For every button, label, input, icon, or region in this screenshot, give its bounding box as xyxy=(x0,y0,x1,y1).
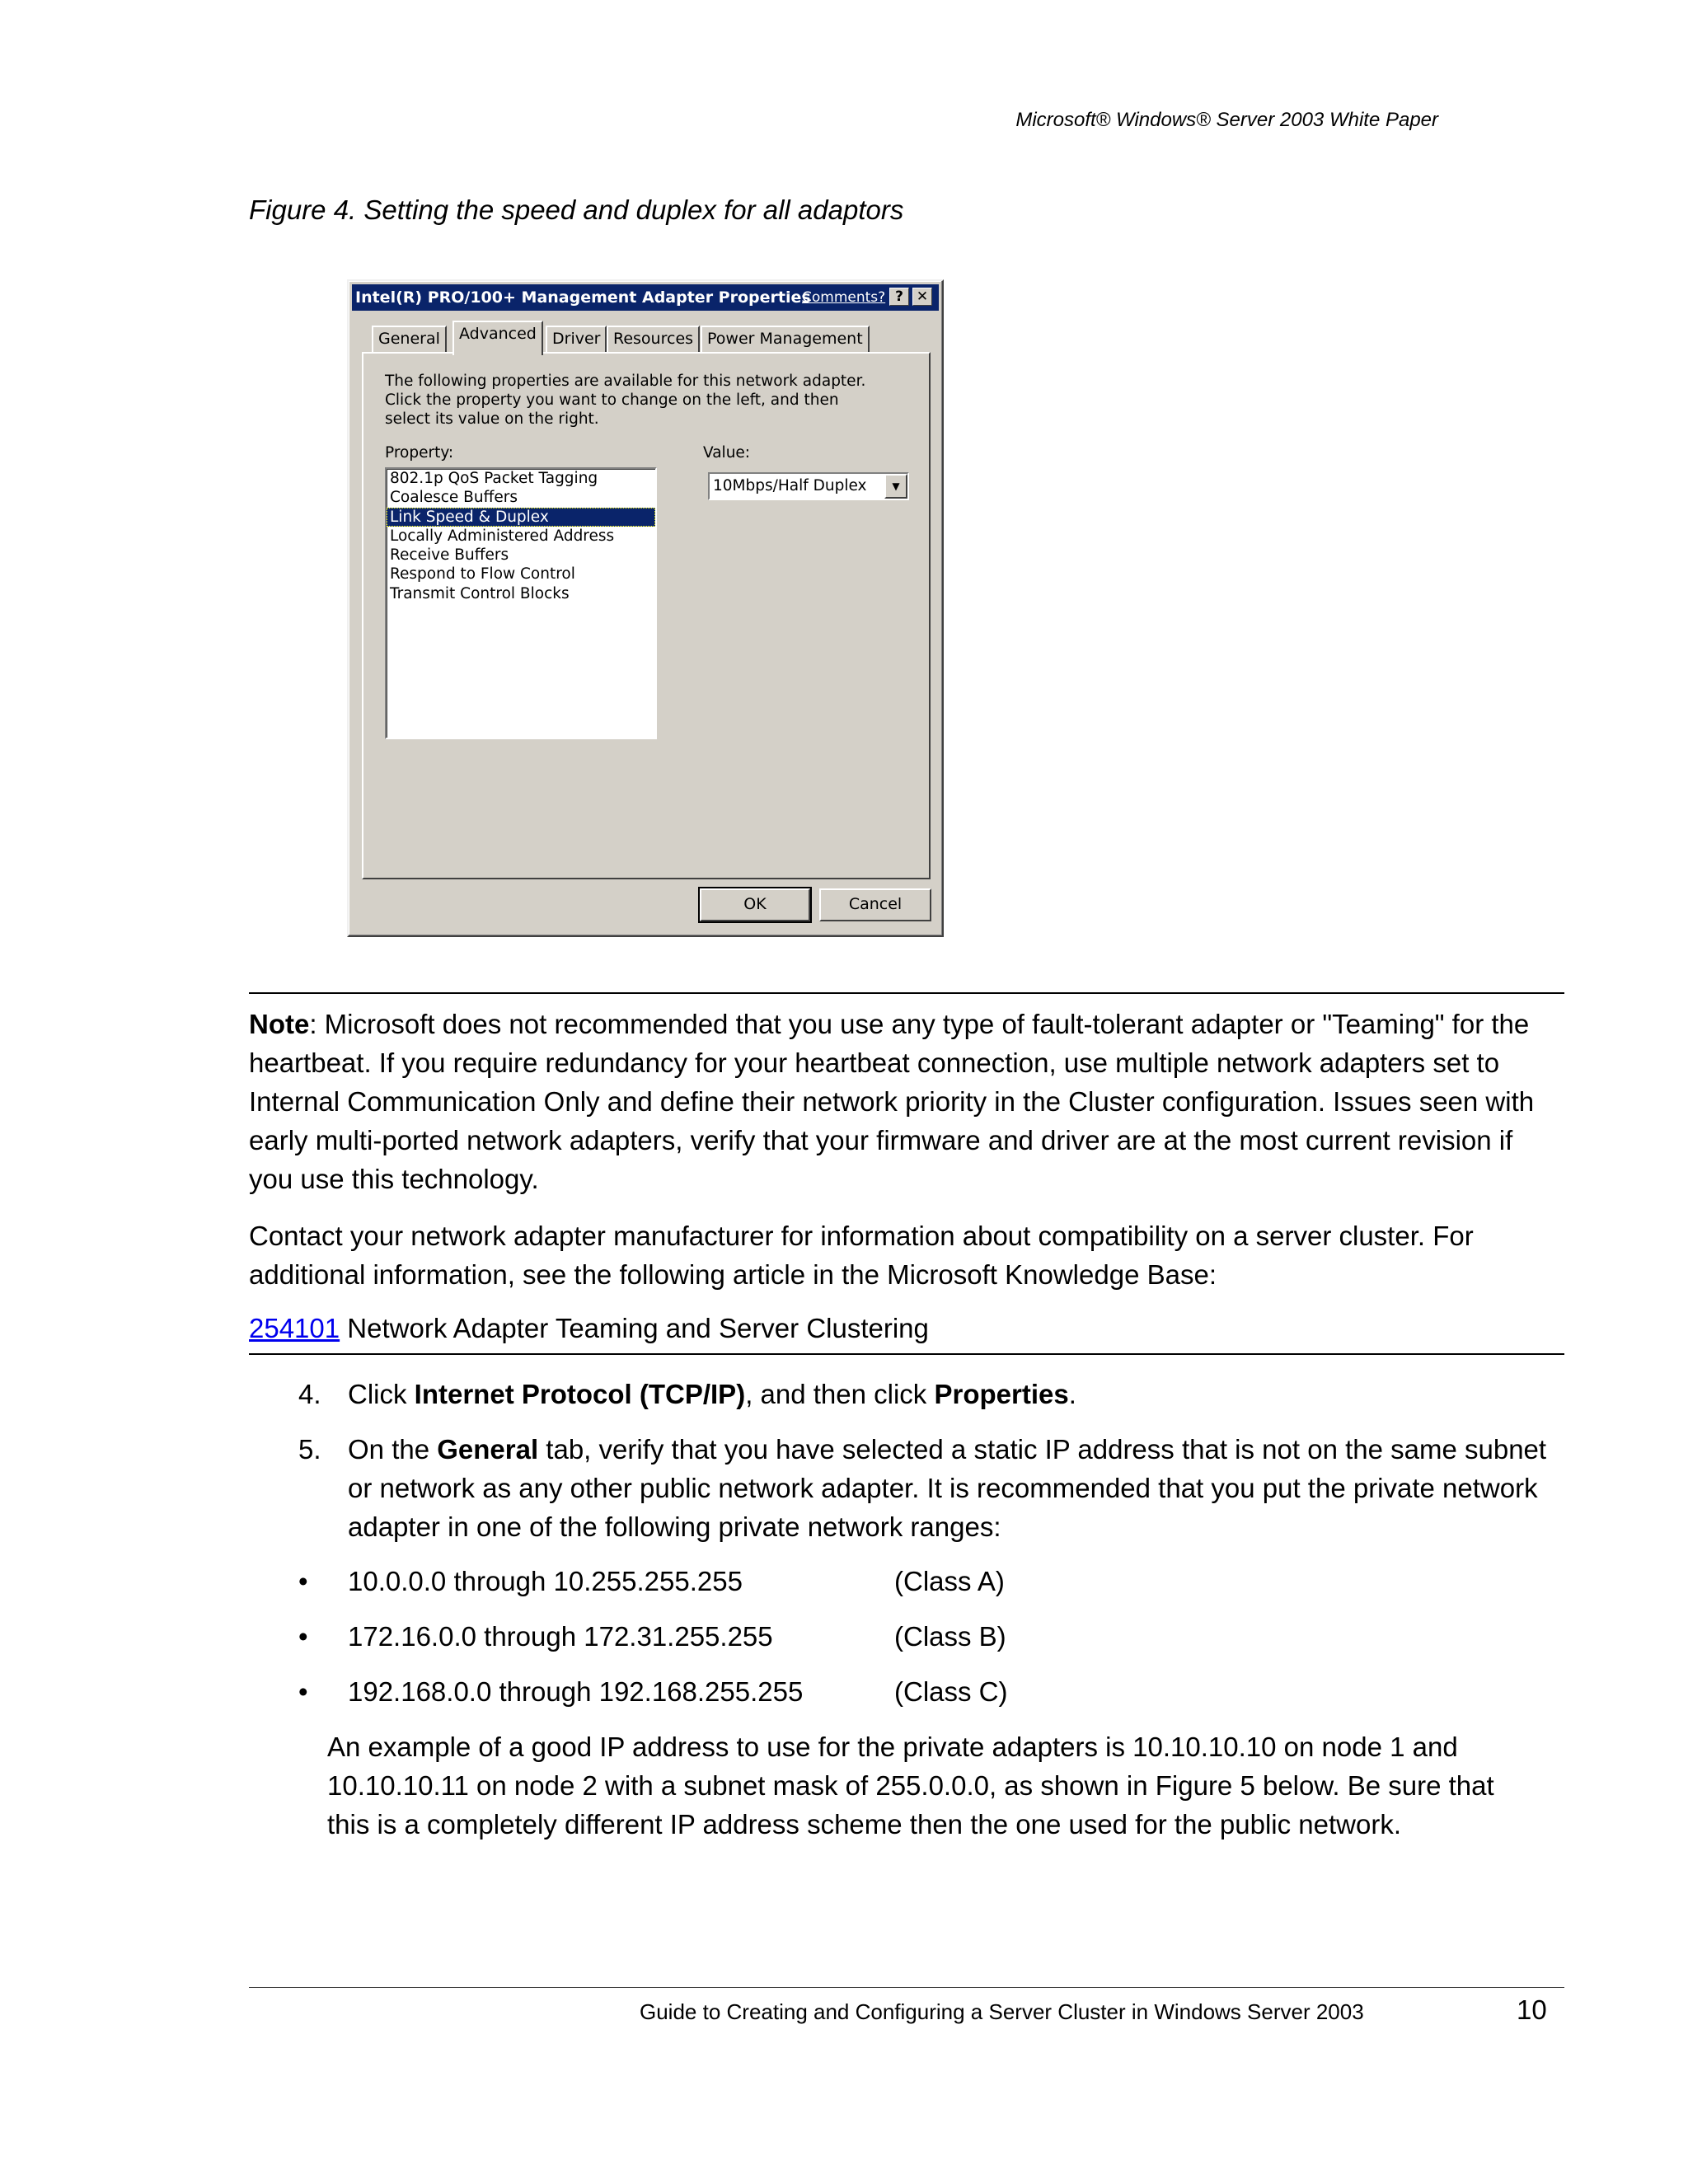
note-label: Note xyxy=(249,1009,310,1039)
list-item[interactable]: Respond to Flow Control xyxy=(390,565,575,583)
bullet-icon: • xyxy=(298,1566,308,1596)
list-item[interactable]: Locally Administered Address xyxy=(390,527,615,545)
kb-article-link[interactable]: 254101 xyxy=(249,1313,340,1343)
tab-driver[interactable]: Driver xyxy=(546,326,607,352)
chevron-down-icon[interactable]: ▼ xyxy=(884,474,907,499)
ip-range: 192.168.0.0 through 192.168.255.255 xyxy=(348,1676,804,1707)
property-listbox[interactable] xyxy=(385,467,657,739)
adapter-properties-dialog xyxy=(347,279,944,937)
example-paragraph: An example of a good IP address to use for the private adapters is 10.10.10.10 on node 1 and 10.10.10.11 on node 2 with a subnet mask of 255.0.0.0, as shown in Figure 5 below. Be sure that this is a completely different IP address scheme then the one used for the public network. xyxy=(327,1732,1494,1840)
kb-article-title: Network Adapter Teaming and Server Clustering xyxy=(340,1313,929,1343)
note-paragraph xyxy=(249,1005,1559,1198)
ip-class: (Class B) xyxy=(894,1621,1006,1652)
step-number: 4. xyxy=(298,1379,321,1409)
ip-class: (Class A) xyxy=(894,1566,1005,1596)
step-text: Click Internet Protocol (TCP/IP), and then click Properties. xyxy=(348,1379,1076,1409)
list-item[interactable]: Coalesce Buffers xyxy=(390,489,518,507)
note-text: : Microsoft does not recommended that you use any type of fault-tolerant adapter or "Teaming" for the heartbeat. If you require redundancy for your heartbeat connection, use multiple network adapters set to Internal Communication Only and define their network priority in the Cluster configuration. Issues seen with early multi-ported network adapters, verify that your firmware and driver are at the most current revision if you use this technology. xyxy=(249,1009,1535,1194)
kb-reference xyxy=(249,1309,1559,1347)
ip-class: (Class C) xyxy=(894,1676,1008,1707)
ip-range: 10.0.0.0 through 10.255.255.255 xyxy=(348,1566,743,1596)
ok-button[interactable]: OK xyxy=(700,888,810,921)
help-button[interactable]: ? xyxy=(889,288,909,306)
note-bottom-rule xyxy=(249,1353,1564,1355)
comments-link[interactable]: Comments? xyxy=(802,289,886,306)
ip-range: 172.16.0.0 through 172.31.255.255 xyxy=(348,1621,773,1652)
step-text: On the General tab, verify that you have selected a static IP address that is not on the same subnet or network as any other public network adapter. It is recommended that you put the private network adapter in one of the following private network ranges: xyxy=(348,1434,1547,1542)
bullet-icon: • xyxy=(298,1676,308,1707)
bullet-icon: • xyxy=(298,1621,308,1652)
dialog-titlebar xyxy=(352,284,939,311)
step-number: 5. xyxy=(298,1434,321,1465)
footer-rule xyxy=(249,1987,1564,1988)
list-item-selected[interactable]: Link Speed & Duplex xyxy=(387,508,655,527)
tab-general[interactable]: General xyxy=(372,326,447,352)
dialog-title: Intel(R) PRO/100+ Management Adapter Properties xyxy=(355,288,811,307)
tab-advanced[interactable]: Advanced xyxy=(452,321,543,355)
tab-power-management[interactable]: Power Management xyxy=(701,326,870,352)
tab-resources[interactable]: Resources xyxy=(607,326,700,352)
footer-title: Guide to Creating and Configuring a Server Cluster in Windows Server 2003 xyxy=(640,1999,1364,2024)
figure-caption: Figure 4. Setting the speed and duplex for all adaptors xyxy=(249,194,904,225)
value-dropdown-text: 10Mbps/Half Duplex xyxy=(713,477,867,494)
list-item[interactable]: Receive Buffers xyxy=(390,546,509,565)
panel-description: The following properties are available for this network adapter. Click the property you want to change on the left, and then select its value on the right. xyxy=(385,373,866,428)
value-label: Value: xyxy=(703,444,751,462)
list-item[interactable]: 802.1p QoS Packet Tagging xyxy=(390,470,598,487)
property-label: Property: xyxy=(385,444,454,462)
contact-paragraph: Contact your network adapter manufacturer for information about compatibility on a server cluster. For additional information, see the following article in the Microsoft Knowledge Base: xyxy=(249,1221,1474,1290)
advanced-panel xyxy=(362,352,931,879)
page-number: 10 xyxy=(1517,1994,1547,2025)
close-button[interactable]: ✕ xyxy=(912,288,932,306)
cancel-button[interactable]: Cancel xyxy=(819,888,931,921)
document-header: Microsoft® Windows® Server 2003 White Paper xyxy=(1015,109,1438,131)
list-item[interactable]: Transmit Control Blocks xyxy=(390,584,570,602)
value-dropdown[interactable] xyxy=(708,472,909,500)
note-top-rule xyxy=(249,992,1564,994)
